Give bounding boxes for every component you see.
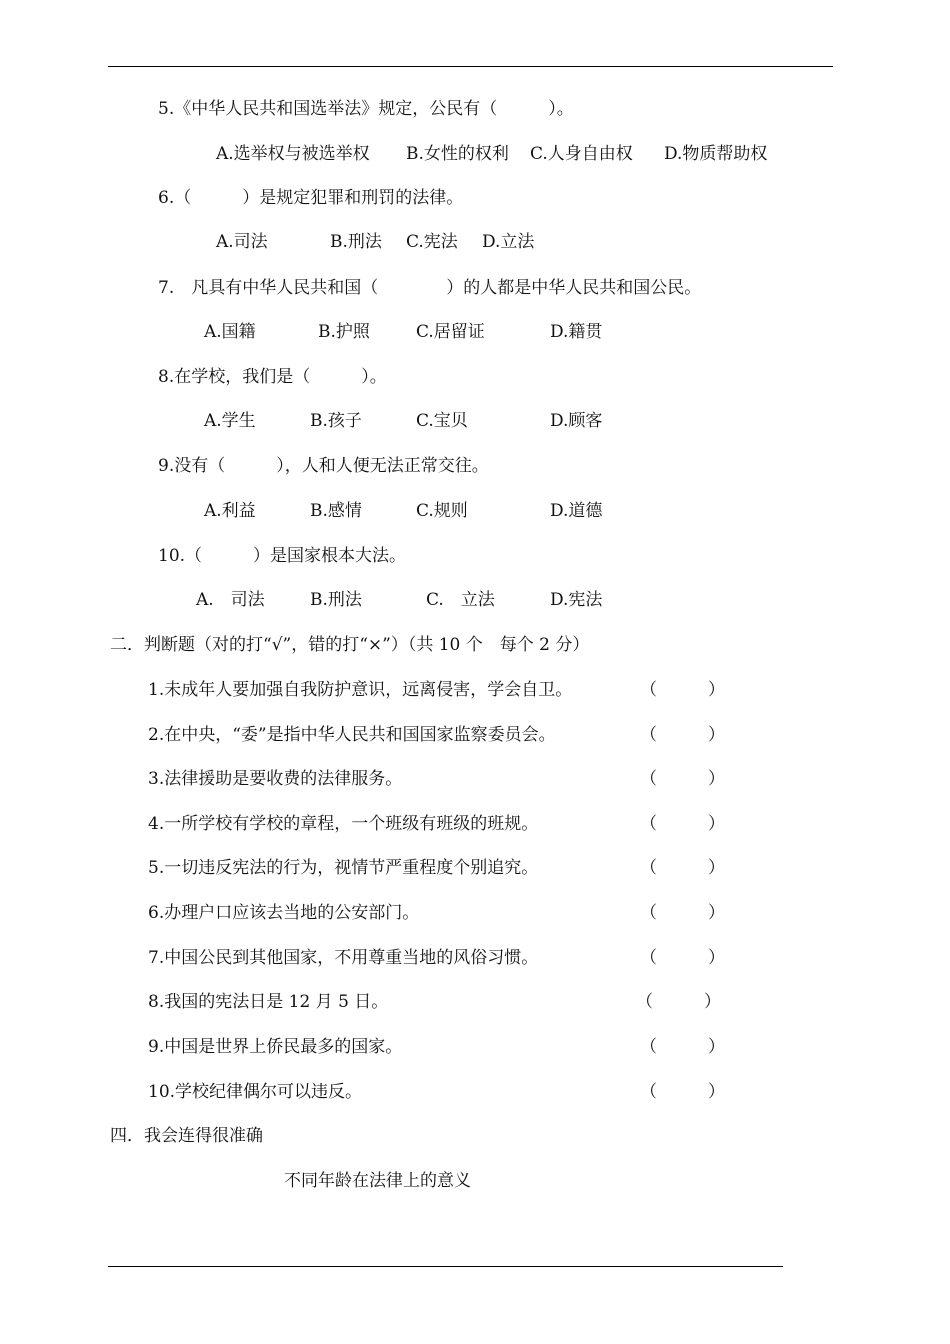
judge-heading: 二．判断题（对的打“√”，错的打“×”）（共 10 个 每个 2 分）	[110, 635, 590, 655]
question-7-stem: 7. 凡具有中华人民共和国（ ）的人都是中华人民共和国公民。	[158, 278, 702, 298]
question-9-option-c: C.规则	[416, 501, 468, 521]
question-5-option-d: D.物质帮助权	[664, 144, 768, 164]
question-10-option-d: D.宪法	[550, 590, 603, 610]
answer-paren-8[interactable]: （ ）	[636, 992, 721, 1012]
answer-paren-1[interactable]: （ ）	[640, 680, 725, 700]
judge-item-2: 2.在中央，“委”是指中华人民共和国国家监察委员会。	[148, 725, 556, 745]
answer-paren-3[interactable]: （ ）	[640, 769, 725, 789]
question-8-option-c: C.宝贝	[416, 411, 468, 431]
answer-paren-7[interactable]: （ ）	[640, 948, 725, 968]
judge-item-9: 9.中国是世界上侨民最多的国家。	[148, 1037, 403, 1057]
question-7-option-b: B.护照	[318, 322, 370, 342]
judge-item-7: 7.中国公民到其他国家，不用尊重当地的风俗习惯。	[148, 948, 539, 968]
answer-paren-10[interactable]: （ ）	[640, 1082, 725, 1102]
question-7-option-a: A.国籍	[204, 322, 256, 342]
question-5-option-a: A.选举权与被选举权	[216, 144, 370, 164]
question-7-option-c: C.居留证	[416, 322, 485, 342]
top-rule	[108, 66, 833, 67]
question-5-stem: 5.《中华人民共和国选举法》规定，公民有（ ）。	[158, 99, 574, 119]
question-9-option-a: A.利益	[204, 501, 256, 521]
question-8-option-d: D.顾客	[550, 411, 603, 431]
answer-paren-6[interactable]: （ ）	[640, 903, 725, 923]
bottom-rule	[108, 1266, 783, 1267]
match-subtitle: 不同年龄在法律上的意义	[284, 1171, 471, 1191]
question-6-stem: 6.（ ）是规定犯罪和刑罚的法律。	[158, 188, 464, 208]
judge-item-8: 8.我国的宪法日是 12 月 5 日。	[148, 992, 389, 1012]
judge-item-1: 1.未成年人要加强自我防护意识，远离侵害，学会自卫。	[148, 680, 573, 700]
judge-item-10: 10.学校纪律偶尔可以违反。	[148, 1082, 363, 1102]
question-6-option-c: C.宪法	[406, 232, 458, 252]
question-6-option-d: D.立法	[482, 232, 535, 252]
judge-item-4: 4.一所学校有学校的章程，一个班级有班级的班规。	[148, 814, 539, 834]
question-6-option-b: B.刑法	[330, 232, 382, 252]
question-9-option-b: B.感情	[310, 501, 362, 521]
question-8-option-b: B.孩子	[310, 411, 362, 431]
question-10-option-b: B.刑法	[310, 590, 362, 610]
question-10-stem: 10.（ ）是国家根本大法。	[158, 546, 407, 566]
question-9-option-d: D.道德	[550, 501, 603, 521]
judge-item-6: 6.办理户口应该去当地的公安部门。	[148, 903, 420, 923]
answer-paren-2[interactable]: （ ）	[640, 725, 725, 745]
match-heading: 四．我会连得很准确	[110, 1126, 263, 1146]
question-5-option-b: B.女性的权利	[406, 144, 509, 164]
judge-item-5: 5.一切违反宪法的行为，视情节严重程度个别追究。	[148, 858, 539, 878]
answer-paren-9[interactable]: （ ）	[640, 1037, 725, 1057]
question-7-option-d: D.籍贯	[550, 322, 603, 342]
judge-item-3: 3.法律援助是要收费的法律服务。	[148, 769, 403, 789]
question-10-option-a: A. 司法	[196, 590, 265, 610]
question-6-option-a: A.司法	[216, 232, 268, 252]
answer-paren-5[interactable]: （ ）	[640, 858, 725, 878]
question-5-option-c: C.人身自由权	[530, 144, 633, 164]
question-8-stem: 8.在学校，我们是（ ）。	[158, 367, 387, 387]
question-8-option-a: A.学生	[204, 411, 256, 431]
question-9-stem: 9.没有（ ），人和人便无法正常交往。	[158, 456, 489, 476]
answer-paren-4[interactable]: （ ）	[640, 814, 725, 834]
question-10-option-c: C. 立法	[426, 590, 495, 610]
